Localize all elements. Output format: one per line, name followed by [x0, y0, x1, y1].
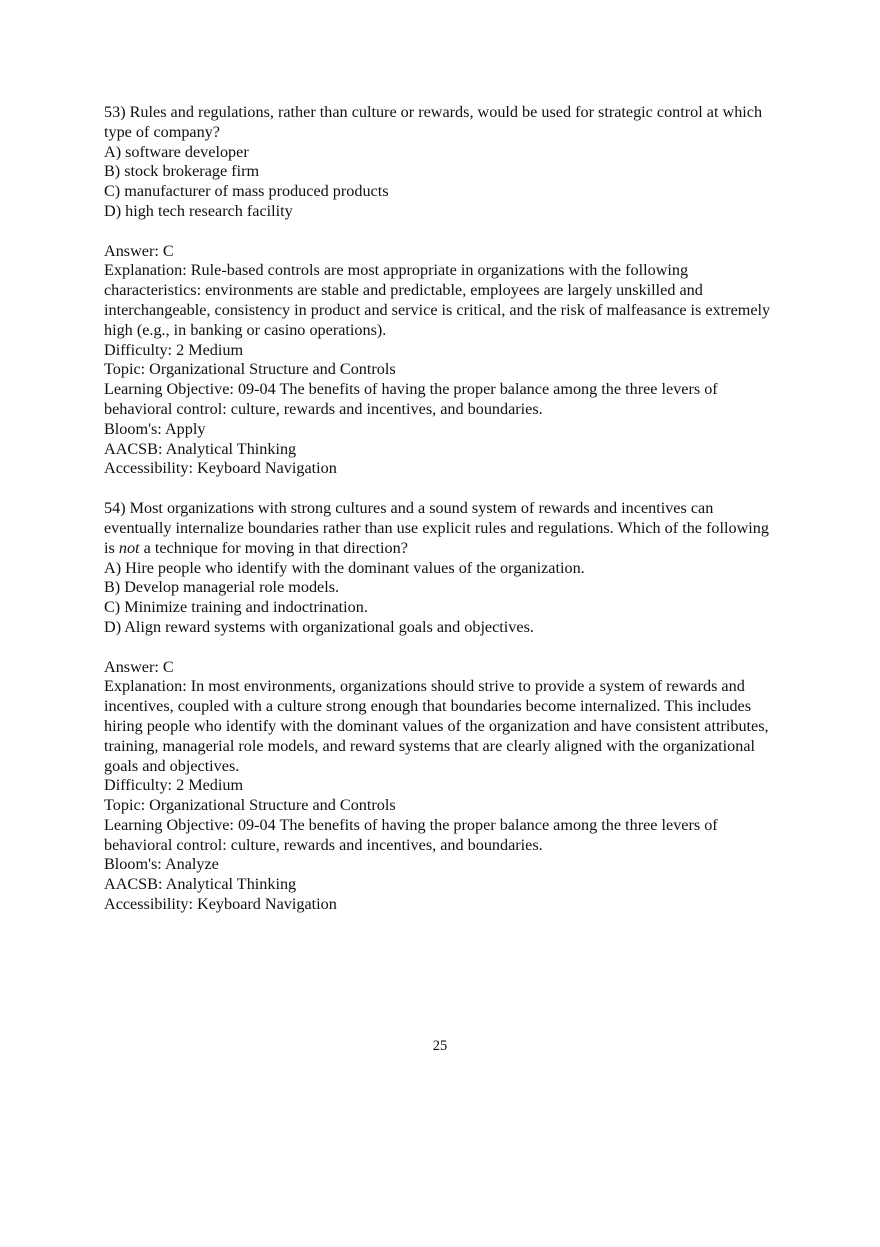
option-a: A) Hire people who identify with the dominant values of the organization.: [104, 558, 585, 577]
difficulty: Difficulty: 2 Medium: [104, 340, 244, 359]
answer-line: Answer: C: [104, 657, 174, 676]
aacsb: AACSB: Analytical Thinking: [104, 439, 297, 458]
question-stem-part-1: 54) Most organizations with strong cultures and a sound system of rewards and incentives can eventually internalize boundaries rather than use explicit rules and regulations. Which of the following is: [104, 499, 769, 557]
answer-section: [104, 658, 776, 915]
question-54: [104, 499, 776, 915]
option-d: D) high tech research facility: [104, 201, 293, 220]
spacer: [104, 222, 776, 242]
aacsb: AACSB: Analytical Thinking: [104, 875, 297, 894]
page-number: 25: [432, 1038, 448, 1054]
spacer: [104, 638, 776, 658]
option-a: A) software developer: [104, 142, 249, 161]
answer-section: [104, 242, 776, 480]
explanation: Explanation: In most environments, organizations should strive to provide a system of rewards and incentives, coupled with a culture strong enough that boundaries become internalized. This includes hiring people who identify with the dominant values of the organization and have consistent attributes, training, managerial role models, and reward systems that are clearly aligned with the organizational goals and objectives.: [104, 677, 769, 775]
topic: Topic: Organizational Structure and Controls: [104, 360, 396, 379]
learning-objective: Learning Objective: 09-04 The benefits of having the proper balance among the three levers of behavioral control: culture, rewards and incentives, and boundaries.: [104, 380, 718, 418]
option-c: C) Minimize training and indoctrination.: [104, 598, 368, 617]
explanation: Explanation: Rule-based controls are most appropriate in organizations with the following characteristics: environments are stable and predictable, employees are largely unskilled and interchangeable, consistency in product and service is critical, and the risk of malfeasance is extremely high (e.g., in banking or casino operations).: [104, 261, 771, 339]
blooms-level: Bloom's: Analyze: [104, 855, 219, 874]
option-c: C) manufacturer of mass produced products: [104, 182, 389, 201]
question-stem: [104, 499, 776, 558]
answer-line: Answer: C: [104, 241, 174, 260]
question-stem-emphasis: not: [118, 538, 140, 557]
topic: Topic: Organizational Structure and Controls: [104, 796, 396, 815]
learning-objective: Learning Objective: 09-04 The benefits of having the proper balance among the three levers of behavioral control: culture, rewards and incentives, and boundaries.: [104, 815, 718, 854]
accessibility: Accessibility: Keyboard Navigation: [104, 895, 337, 914]
option-b: B) Develop managerial role models.: [104, 578, 340, 597]
blooms-level: Bloom's: Apply: [104, 419, 206, 438]
option-b: B) stock brokerage firm: [104, 162, 260, 181]
option-d: D) Align reward systems with organizational goals and objectives.: [104, 617, 534, 636]
difficulty: Difficulty: 2 Medium: [104, 776, 244, 795]
question-stem: 53) Rules and regulations, rather than culture or rewards, would be used for strategic control at which type of company?: [104, 103, 763, 141]
question-stem-part-2: a technique for moving in that direction?: [139, 538, 408, 557]
accessibility: Accessibility: Keyboard Navigation: [104, 459, 337, 478]
question-53: [104, 103, 776, 479]
page-content: [104, 103, 776, 915]
